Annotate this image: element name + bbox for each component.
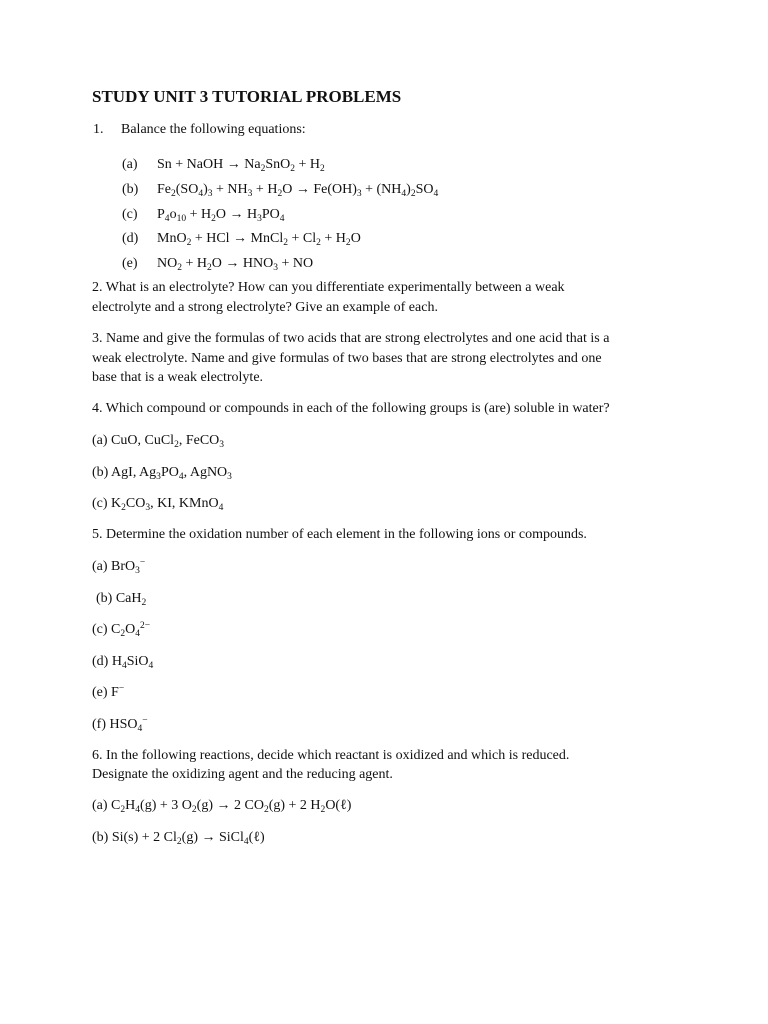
q1-item-label: (d) [122,231,139,246]
q4-option-c: (c) $K_2CO_3$, KI, KMnO$_4$ [92,496,224,513]
q3-text-line: weak electrolyte. Name and give formulas of two bases that are strong electrolytes and one [92,351,602,366]
q1-item-label: (c) [122,207,138,222]
q5-item-e: (e) F− [92,683,125,700]
q5-item-d: (d) $H_4SiO_4$ [92,654,154,671]
q6-text-line: Designate the oxidizing agent and the reducing agent. [92,767,393,782]
q5-item-a: (a) BrO$_3$− [92,557,146,576]
q1-equation: Sn + NaOH → $Na_2SnO_2 + H_2$ [157,157,325,174]
q1-equation: MnO$_2$ + HCl → MnCl$_2$ + $Cl_2 + H_2O$ [157,231,361,248]
q1-prompt: Balance the following equations: [121,122,306,137]
q6-text-line: 6. In the following reactions, decide which reactant is oxidized and which is reduced. [92,748,570,763]
q5-prompt: 5. Determine the oxidation number of each element in the following ions or compounds. [92,527,587,542]
q3-text-line: base that is a weak electrolyte. [92,370,264,385]
q1-equation: $NO_2 + H_2O \to HNO_3$ + NO [157,256,314,273]
q1-item-label: (e) [122,256,138,271]
q1-item-label: (b) [122,182,139,197]
q6-reaction-b: (b) Si(s) + 2 $Cl_2(g)$ → SiCl$_4$(ℓ) [92,830,265,847]
q1-equation: $P_4o_{10} + H_2O \to H_3PO_4$ [157,207,285,224]
q1-number: 1. [93,122,104,137]
q1-equation: $Fe_2(SO_4)_3 + NH_3 + H_2O \to Fe(OH)_3 + (NH_4)_2SO_4$ [157,182,439,199]
q2-text-line: electrolyte and a strong electrolyte? Give an example of each. [92,300,438,315]
page-title: STUDY UNIT 3 TUTORIAL PROBLEMS [92,87,402,106]
q2-text-line: 2. What is an electrolyte? How can you differentiate experimentally between a weak [92,280,565,295]
q6-reaction-a: (a) $C_2H_4(g) + 3$ $O_2(g) \to 2$ $CO_2(g) + 2$ $H_2O(\ell)$ [92,798,352,815]
q5-item-c: (c) $C_2O_4^{2-}$ [92,620,151,639]
q5-item-b: (b) CaH$_2$ [96,591,147,608]
q4-option-b: (b) AgI, $Ag_3PO_4$, AgNO$_3$ [92,465,232,482]
q4-option-a: (a) CuO, CuCl$_2$, FeCO$_3$ [92,433,225,450]
q1-item-label: (a) [122,157,138,172]
q4-prompt: 4. Which compound or compounds in each of the following groups is (are) soluble in water? [92,401,610,416]
q5-item-f: (f) $HSO_4^-$ [92,715,148,734]
q3-text-line: 3. Name and give the formulas of two acids that are strong electrolytes and one acid that is a [92,331,610,346]
